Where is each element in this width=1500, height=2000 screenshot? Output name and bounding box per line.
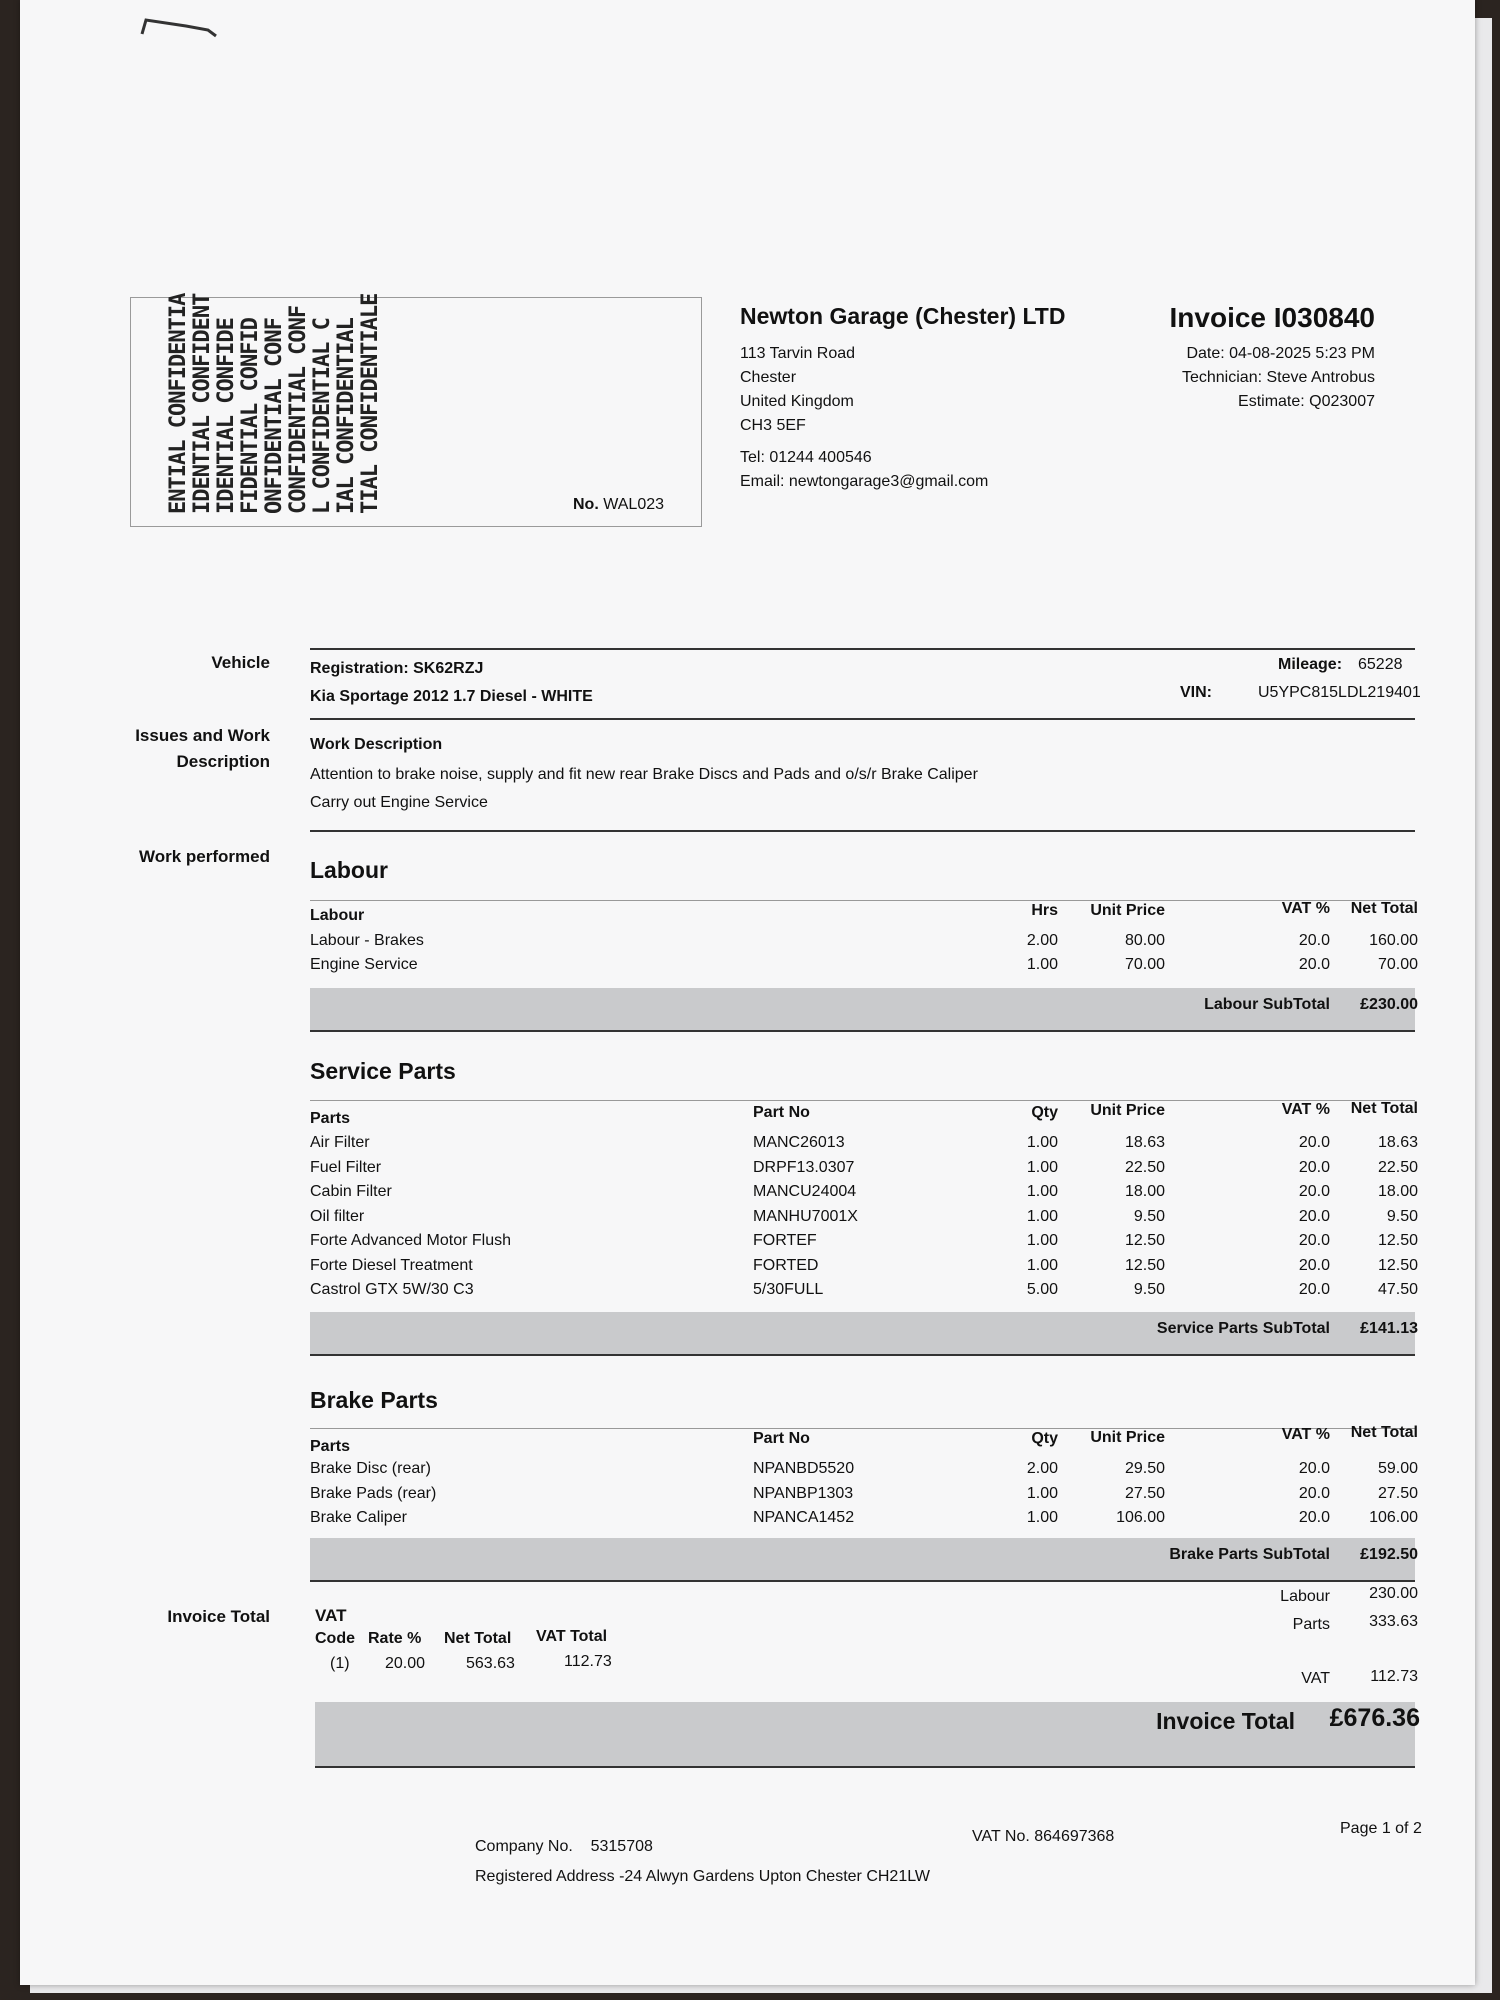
service-cell-qty: 1.00: [1026, 1207, 1058, 1225]
stamp-text-line: L CONFIDENTIAL C: [310, 318, 335, 514]
service-cell-qty: 5.00: [1026, 1281, 1058, 1298]
mileage-value: 65228: [1358, 656, 1403, 673]
work-performed-label: Work performed: [139, 847, 270, 866]
brake-col-qty: Qty: [1031, 1430, 1058, 1447]
mileage-label: Mileage:: [1278, 656, 1343, 673]
vin-label: VIN:: [1180, 684, 1212, 701]
stamp-text-line: TIAL CONFIDENTIALE: [358, 293, 383, 514]
service-cell-unit: 18.00: [1124, 1183, 1165, 1200]
service-col-qty: Qty: [1031, 1104, 1058, 1121]
vat-title: VAT: [315, 1606, 347, 1625]
labour-cell-net: 160.00: [1369, 932, 1418, 949]
company-address: 113 Tarvin Road Chester United Kingdom CH3 5EF Tel: 01244 400546 Email: newtongarage3@gmail.com: [740, 342, 1065, 494]
service-cell-net: 12.50: [1377, 1256, 1418, 1274]
service-cell-unit: 12.50: [1124, 1256, 1165, 1274]
stamp-text-line: ENTIAL CONFIDENTIA: [166, 293, 191, 514]
service-cell-part-no: FORTED: [753, 1256, 819, 1274]
stamp-text-line: IDENTIAL CONFIDENT: [190, 293, 215, 514]
labour-title: Labour: [310, 857, 388, 883]
brake-parts-title: Brake Parts: [310, 1387, 438, 1413]
brake-subtotal-value: £192.50: [1360, 1546, 1418, 1563]
company-tel: Tel: 01244 400546: [740, 449, 872, 466]
staple-mark: [138, 14, 248, 44]
service-cell-item: Oil filter: [310, 1207, 365, 1225]
brake-cell-qty: 1.00: [1026, 1484, 1058, 1502]
total-parts-label: Parts: [1292, 1616, 1330, 1633]
service-cell-part-no: MANHU7001X: [753, 1207, 858, 1225]
service-cell-unit: 12.50: [1124, 1232, 1165, 1249]
confidential-stamp: [166, 293, 416, 514]
service-cell-unit: 18.63: [1124, 1134, 1165, 1151]
vehicle-registration: Registration: SK62RZJ: [310, 660, 484, 677]
brake-col-unit: Unit Price: [1090, 1429, 1165, 1446]
vat-col-net: Net Total: [444, 1630, 512, 1647]
page-number: Page 1 of 2: [1340, 1820, 1422, 1837]
service-cell-qty: 1.00: [1026, 1232, 1058, 1249]
service-cell-unit: 22.50: [1124, 1158, 1165, 1176]
brake-col-vat: VAT %: [1281, 1426, 1330, 1443]
brake-cell-unit: 106.00: [1116, 1509, 1165, 1526]
issues-label: Issues and Work Description: [135, 726, 270, 771]
divider: [310, 1354, 1415, 1356]
brake-col-partno: Part No: [753, 1430, 810, 1447]
brake-cell-net: 27.50: [1377, 1484, 1418, 1502]
company-number: Company No. 5315708: [475, 1838, 653, 1855]
brake-subtotal-label: Brake Parts SubTotal: [1169, 1546, 1330, 1563]
service-cell-item: Air Filter: [310, 1134, 370, 1151]
brake-col-net: Net Total: [1350, 1424, 1418, 1441]
invoice-total-text-label: Invoice Total: [1156, 1708, 1295, 1734]
work-line: Carry out Engine Service: [310, 794, 488, 811]
vehicle-description: Kia Sportage 2012 1.7 Diesel - WHITE: [310, 688, 593, 705]
invoice-estimate: Estimate: Q023007: [1238, 393, 1375, 410]
brake-cell-part-no: NPANBD5520: [753, 1460, 855, 1477]
service-cell-net: 18.63: [1377, 1134, 1418, 1151]
vat-row-rate: 20.00: [385, 1655, 426, 1672]
vat-row-code: (1): [330, 1655, 350, 1672]
invoice-total-label: Invoice Total: [167, 1607, 270, 1626]
customer-address-box: [130, 293, 702, 527]
stamp-text-line: IDENTIAL CONFIDE: [214, 318, 239, 514]
labour-cell-vat: 20.0: [1298, 956, 1330, 973]
divider: [310, 1580, 1415, 1582]
service-cell-part-no: 5/30FULL: [753, 1281, 824, 1298]
service-subtotal-label: Service Parts SubTotal: [1156, 1320, 1330, 1337]
stamp-text-line: CONFIDENTIAL CONF: [286, 305, 311, 514]
total-labour-value: 230.00: [1369, 1585, 1418, 1602]
divider: [310, 1030, 1415, 1032]
vehicle-label: Vehicle: [211, 653, 270, 672]
service-cell-net: 18.00: [1377, 1183, 1418, 1200]
brake-cell-item: Brake Disc (rear): [310, 1460, 431, 1477]
work-line: Attention to brake noise, supply and fit new rear Brake Discs and Pads and o/s/r Brake Caliper: [310, 766, 978, 783]
divider: [315, 1766, 1415, 1768]
service-cell-unit: 9.50: [1133, 1281, 1165, 1298]
vat-col-rate: Rate %: [368, 1630, 422, 1647]
vat-number: VAT No. 864697368: [972, 1828, 1115, 1845]
invoice-page: [20, 0, 1475, 1985]
account-number: No. WAL023: [573, 496, 665, 513]
stamp-text-line: FIDENTIAL CONFID: [238, 318, 263, 514]
service-cell-vat: 20.0: [1298, 1256, 1330, 1274]
service-cell-vat: 20.0: [1298, 1232, 1330, 1249]
brake-cell-net: 106.00: [1369, 1509, 1418, 1526]
service-cell-item: Fuel Filter: [310, 1158, 382, 1176]
invoice-total-value: £676.36: [1329, 1704, 1420, 1732]
service-parts-title: Service Parts: [310, 1058, 456, 1084]
service-col-net: Net Total: [1350, 1100, 1418, 1117]
labour-subtotal-value: £230.00: [1360, 996, 1418, 1013]
service-cell-net: 22.50: [1377, 1158, 1418, 1176]
labour-cell-unit: 80.00: [1124, 932, 1165, 949]
service-col-vat: VAT %: [1281, 1101, 1330, 1118]
brake-cell-item: Brake Pads (rear): [310, 1484, 437, 1502]
brake-cell-vat: 20.0: [1298, 1509, 1330, 1526]
vat-col-vattotal: VAT Total: [536, 1628, 608, 1645]
brake-cell-qty: 2.00: [1026, 1460, 1058, 1477]
labour-cell-item: Labour - Brakes: [310, 932, 424, 949]
service-cell-net: 12.50: [1377, 1232, 1418, 1249]
total-vat-value: 112.73: [1370, 1668, 1418, 1685]
company-email: Email: newtongarage3@gmail.com: [740, 473, 989, 490]
vin-value: U5YPC815LDL219401: [1258, 684, 1421, 701]
brake-cell-net: 59.00: [1377, 1460, 1418, 1477]
service-cell-qty: 1.00: [1026, 1134, 1058, 1151]
invoice-title: Invoice I030840: [1169, 302, 1375, 333]
divider: [310, 830, 1415, 832]
invoice-meta: [1170, 302, 1375, 414]
labour-cell-item: Engine Service: [310, 956, 418, 973]
brake-cell-part-no: NPANBP1303: [753, 1484, 854, 1502]
labour-col-hrs: Hrs: [1031, 902, 1058, 919]
company-name: Newton Garage (Chester) LTD: [740, 303, 1066, 329]
service-col-partno: Part No: [753, 1104, 810, 1121]
service-cell-vat: 20.0: [1298, 1158, 1330, 1176]
brake-cell-unit: 29.50: [1124, 1460, 1165, 1477]
labour-cell-hrs: 1.00: [1026, 956, 1058, 973]
service-cell-qty: 1.00: [1026, 1183, 1058, 1200]
labour-cell-vat: 20.0: [1298, 932, 1330, 949]
total-parts-value: 333.63: [1369, 1613, 1418, 1630]
service-subtotal-value: £141.13: [1360, 1320, 1418, 1337]
service-col-item: Parts: [310, 1110, 351, 1127]
service-cell-qty: 1.00: [1026, 1158, 1058, 1176]
service-cell-item: Forte Advanced Motor Flush: [310, 1232, 511, 1249]
service-cell-part-no: MANCU24004: [753, 1183, 857, 1200]
service-cell-item: Forte Diesel Treatment: [310, 1256, 473, 1274]
brake-cell-unit: 27.50: [1124, 1484, 1165, 1502]
labour-col-net: Net Total: [1350, 900, 1418, 917]
registered-address: Registered Address -24 Alwyn Gardens Upton Chester CH21LW: [475, 1868, 931, 1885]
stamp-text-line: IAL CONFIDENTIAL: [334, 318, 359, 514]
stamp-text-line: ONFIDENTIAL CONF: [262, 318, 287, 514]
service-cell-part-no: MANC26013: [753, 1134, 845, 1151]
service-cell-unit: 9.50: [1133, 1207, 1165, 1225]
total-vat-label: VAT: [1301, 1670, 1330, 1687]
labour-col-unit: Unit Price: [1090, 902, 1165, 919]
service-cell-vat: 20.0: [1298, 1281, 1330, 1298]
labour-cell-net: 70.00: [1377, 956, 1418, 973]
invoice-date: Date: 04-08-2025 5:23 PM: [1186, 345, 1375, 362]
service-cell-net: 9.50: [1386, 1207, 1418, 1225]
company-block: [740, 303, 1065, 494]
service-col-unit: Unit Price: [1090, 1102, 1165, 1119]
brake-cell-vat: 20.0: [1298, 1460, 1330, 1477]
service-cell-part-no: FORTEF: [753, 1232, 817, 1249]
invoice-technician: Technician: Steve Antrobus: [1181, 369, 1375, 386]
brake-cell-vat: 20.0: [1298, 1484, 1330, 1502]
service-cell-part-no: DRPF13.0307: [753, 1158, 855, 1176]
service-cell-item: Castrol GTX 5W/30 C3: [310, 1281, 474, 1298]
service-cell-qty: 1.00: [1026, 1256, 1058, 1274]
divider: [310, 648, 1415, 650]
labour-col-vat: VAT %: [1281, 900, 1330, 917]
service-cell-vat: 20.0: [1298, 1207, 1330, 1225]
service-cell-vat: 20.0: [1298, 1183, 1330, 1200]
brake-cell-item: Brake Caliper: [310, 1509, 407, 1526]
labour-cell-unit: 70.00: [1124, 956, 1165, 973]
service-cell-item: Cabin Filter: [310, 1183, 392, 1200]
service-cell-net: 47.50: [1377, 1281, 1418, 1298]
divider: [310, 718, 1415, 720]
brake-cell-part-no: NPANCA1452: [753, 1509, 855, 1526]
work-description-heading: Work Description: [310, 736, 443, 753]
vat-row-vat: 112.73: [564, 1653, 612, 1670]
vat-row-net: 563.63: [466, 1655, 515, 1672]
brake-col-item: Parts: [310, 1438, 351, 1455]
brake-cell-qty: 1.00: [1026, 1509, 1058, 1526]
service-cell-vat: 20.0: [1298, 1134, 1330, 1151]
total-labour-label: Labour: [1280, 1588, 1330, 1605]
labour-subtotal-label: Labour SubTotal: [1204, 996, 1330, 1013]
vat-col-code: Code: [315, 1630, 355, 1647]
labour-cell-hrs: 2.00: [1026, 932, 1058, 949]
labour-col-item: Labour: [310, 907, 365, 924]
